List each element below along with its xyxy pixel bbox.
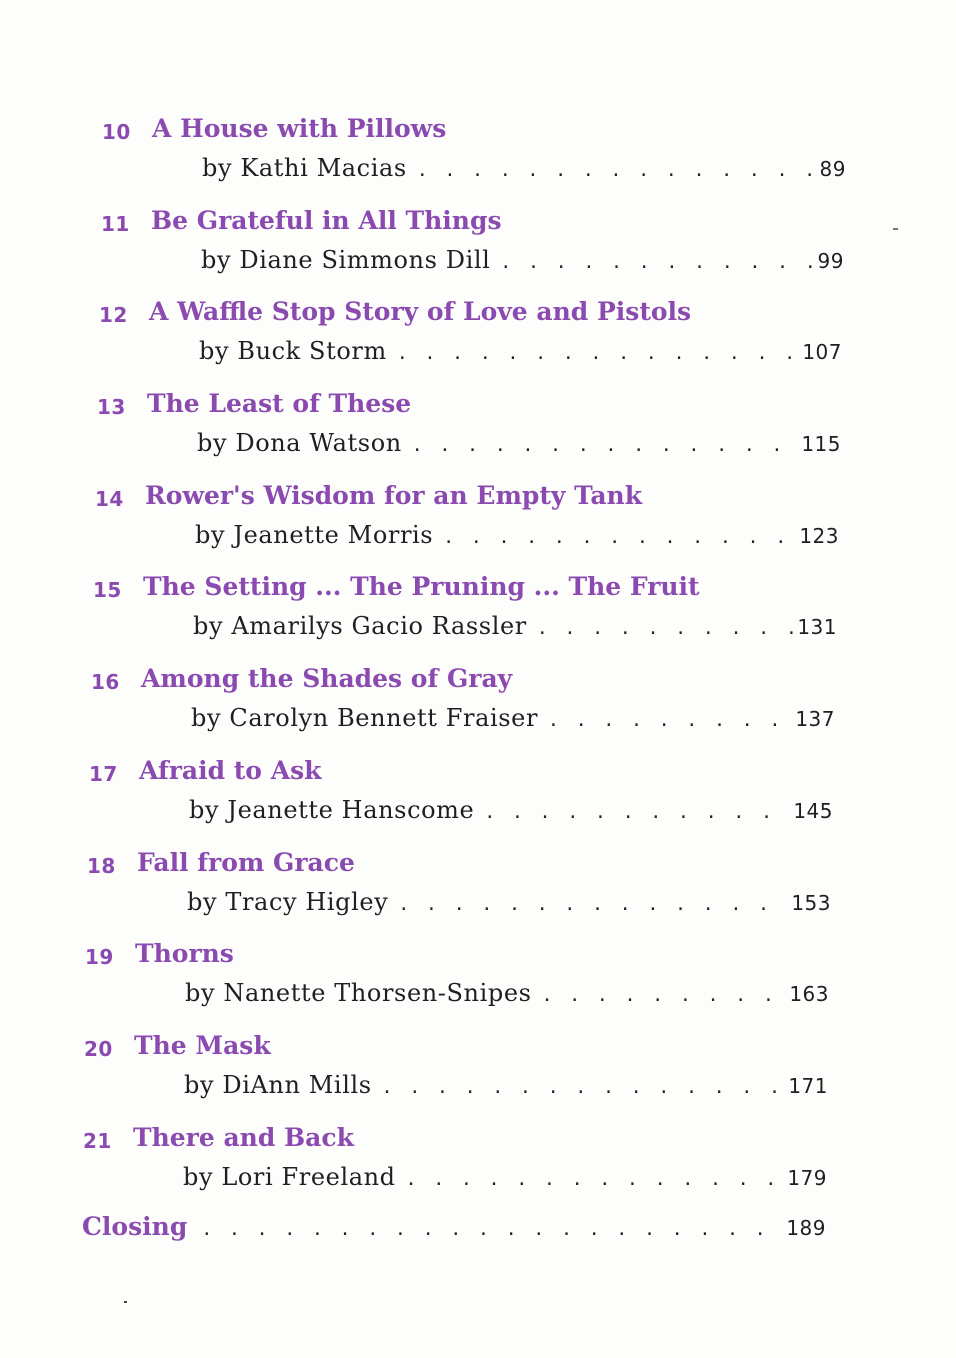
dot-leader [412, 435, 800, 456]
chapter-title: Rower's Wisdom for an Empty Tank [145, 480, 643, 510]
chapter-number: 15 [93, 578, 122, 603]
toc-entry [89, 754, 833, 846]
toc-entry [101, 204, 844, 296]
dot-leader [397, 343, 800, 364]
page-number: 145 [793, 798, 833, 823]
chapter-title: Among the Shades of Gray [141, 664, 513, 694]
chapter-title: The Least of These [147, 389, 412, 419]
closing-entry [82, 1212, 826, 1241]
chapter-title: The Setting ... The Pruning ... The Fruit [143, 572, 700, 602]
byline-row [202, 154, 846, 182]
byline-row [199, 337, 842, 365]
dot-leader [500, 252, 815, 273]
chapter-author: by Buck Storm [199, 337, 387, 366]
byline-row [189, 796, 833, 824]
chapter-number: 14 [95, 486, 124, 511]
dot-leader [443, 527, 797, 548]
chapter-number: 13 [97, 395, 126, 420]
dot-leader [201, 1219, 784, 1240]
print-speck [124, 1301, 127, 1303]
page-number: 171 [788, 1073, 828, 1098]
byline-row [191, 704, 835, 732]
chapter-title: There and Back [133, 1122, 354, 1152]
chapter-title: A Waffle Stop Story of Love and Pistols [149, 297, 692, 327]
dot-leader [398, 894, 789, 915]
page-number: 179 [787, 1165, 827, 1190]
chapter-title: Fall from Grace [137, 847, 355, 877]
chapter-number: 21 [83, 1128, 112, 1153]
page-number: 123 [799, 523, 839, 548]
toc-entry [99, 295, 842, 387]
dot-leader [417, 160, 818, 181]
page-number: 89 [819, 157, 846, 181]
toc-entry [91, 662, 835, 754]
chapter-number: 20 [84, 1036, 113, 1061]
byline-row [201, 246, 844, 274]
closing-title: Closing [82, 1212, 188, 1241]
chapter-title: Thorns [135, 939, 234, 969]
dot-leader [548, 710, 793, 731]
toc-list [0, 112, 956, 1212]
byline-row [187, 888, 831, 916]
page-number: 137 [795, 707, 835, 732]
chapter-author: by Jeanette Hanscome [189, 795, 475, 824]
byline-row [185, 979, 829, 1007]
page-number: 107 [802, 340, 842, 365]
chapter-author: by Carolyn Bennett Fraiser [191, 704, 539, 733]
page-number: 153 [791, 890, 831, 915]
toc-entry [84, 1029, 828, 1121]
chapter-author: by Nanette Thorsen-Snipes [185, 979, 532, 1008]
dot-leader [537, 618, 795, 639]
chapter-title: Afraid to Ask [139, 755, 322, 785]
dot-leader [542, 985, 788, 1006]
toc-entry [83, 1121, 827, 1213]
byline-row [184, 1071, 828, 1099]
byline-row [183, 1163, 827, 1191]
chapter-number: 16 [91, 670, 120, 695]
toc-entry [87, 846, 831, 938]
chapter-number: 12 [99, 303, 128, 328]
toc-entry [95, 479, 839, 571]
toc-entry [102, 112, 846, 204]
byline-row [197, 429, 841, 457]
chapter-author: by Dona Watson [197, 429, 402, 458]
chapter-author: by Kathi Macias [202, 154, 407, 182]
chapter-number: 19 [85, 945, 114, 970]
page-number: 131 [797, 615, 837, 640]
chapter-number: 17 [89, 761, 118, 786]
page-number: 115 [801, 432, 841, 457]
page-number: 189 [786, 1216, 826, 1240]
dot-leader [406, 1169, 786, 1190]
dot-leader [484, 802, 791, 823]
toc-entry [97, 387, 841, 479]
toc-entry [85, 937, 829, 1029]
chapter-title: The Mask [134, 1030, 271, 1060]
chapter-number: 10 [102, 120, 131, 144]
chapter-author: by Diane Simmons Dill [201, 245, 491, 274]
chapter-title: Be Grateful in All Things [151, 205, 502, 235]
page-number: 99 [817, 248, 844, 273]
chapter-author: by DiAnn Mills [184, 1070, 372, 1099]
byline-row [195, 521, 839, 549]
toc-entry [93, 570, 837, 662]
dot-leader [382, 1077, 787, 1098]
chapter-author: by Tracy Higley [187, 887, 389, 916]
print-speck [893, 228, 898, 230]
chapter-number: 18 [87, 853, 116, 878]
chapter-number: 11 [101, 211, 130, 236]
byline-row [193, 612, 837, 640]
chapter-author: by Lori Freeland [183, 1162, 396, 1191]
page-number: 163 [789, 982, 829, 1007]
chapter-title: A House with Pillows [152, 114, 447, 143]
chapter-author: by Jeanette Morris [195, 520, 434, 549]
chapter-author: by Amarilys Gacio Rassler [193, 612, 527, 641]
